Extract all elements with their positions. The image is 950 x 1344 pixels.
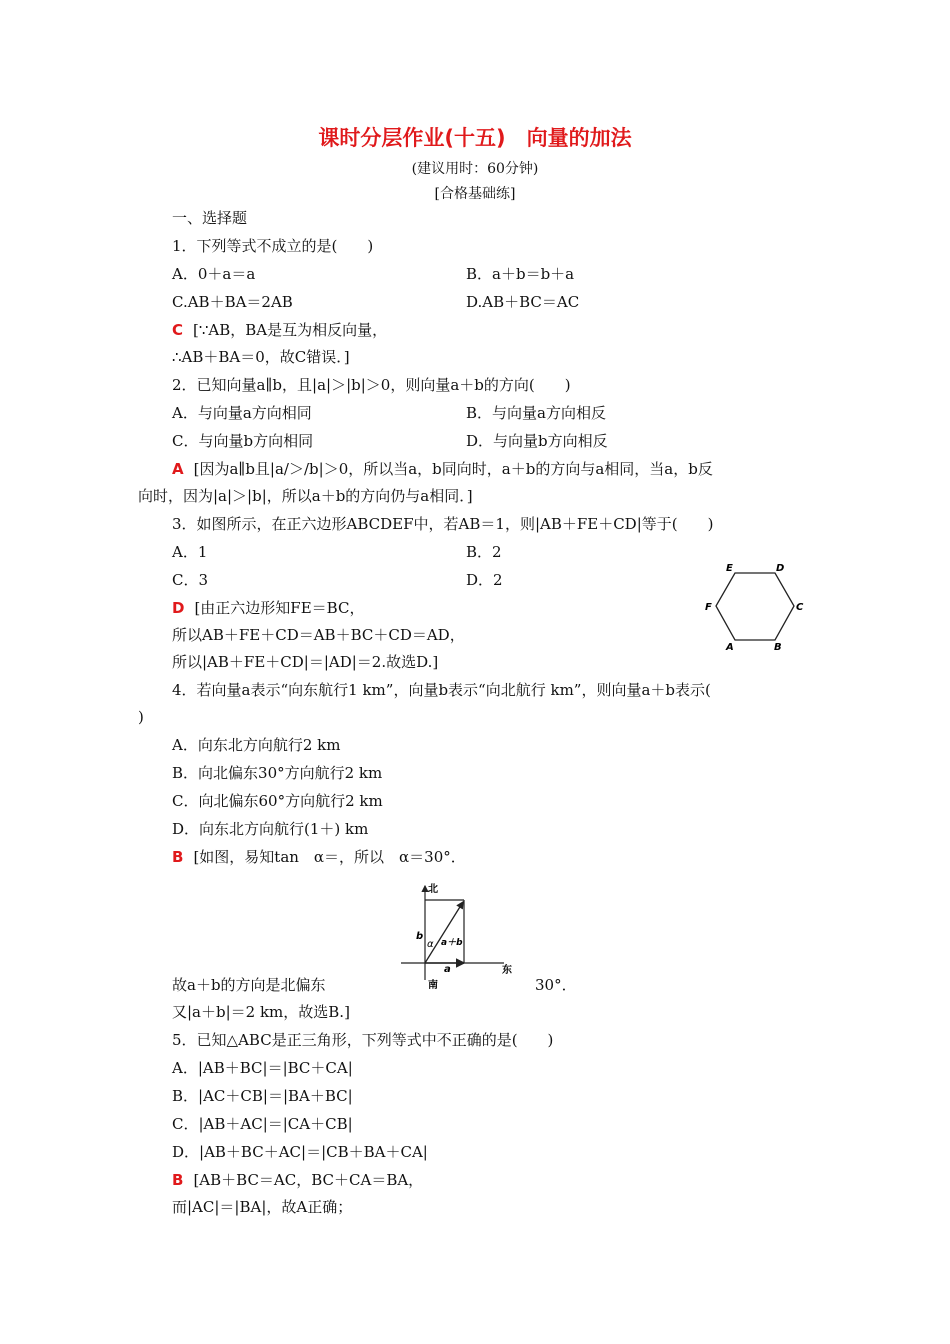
q4-option-b: B．向北偏东30°方向航行2 km <box>172 764 383 782</box>
q3-option-b: B．2 <box>466 543 502 561</box>
q4-solution-line2-angle: 30°． <box>535 976 577 994</box>
hex-label-c: C <box>796 602 804 613</box>
q5-answer: B <box>172 1171 184 1189</box>
q4-solution-line2: 故a＋b的方向是北偏东 <box>172 976 326 994</box>
q2-option-c: C．与向量b方向相同 <box>172 432 314 450</box>
q2-stem: 2．已知向量a∥b，且|a|＞|b|＞0，则向量a＋b的方向( ) <box>172 376 571 394</box>
q3-option-c: C．3 <box>172 571 209 589</box>
q2-option-b: B．与向量a方向相反 <box>466 404 606 422</box>
q1-option-d: D.AB＋BC＝AC <box>466 293 580 311</box>
q3-option-a: A．1 <box>172 543 208 561</box>
q2-solution-line1: A [因为a∥b且|a/＞/b|＞0，所以当a，b同向时，a＋b的方向与a相同，当a，b反 <box>172 460 713 478</box>
hex-label-e: E <box>726 563 733 574</box>
q5-stem: 5．已知△ABC是正三角形，下列等式中不正确的是( ) <box>172 1031 554 1049</box>
q1-option-c: C.AB＋BA＝2AB <box>172 293 293 311</box>
q4-stem-cont: ) <box>138 708 144 726</box>
label-a-plus-b: a＋b <box>441 938 463 948</box>
q1-option-a: A．0＋a＝a <box>172 265 256 283</box>
q2-option-a: A．与向量a方向相同 <box>172 404 312 422</box>
page-title: 课时分层作业(十五) 向量的加法 <box>318 126 632 150</box>
hex-label-f: F <box>705 602 712 613</box>
q4-option-c: C．向北偏东60°方向航行2 km <box>172 792 383 810</box>
q1-solution-line1: C [∵AB，BA是互为相反向量， <box>172 321 388 339</box>
q3-stem: 3．如图所示，在正六边形ABCDEF中，若AB＝1，则|AB＋FE＋CD|等于( ) <box>172 515 714 533</box>
q1-option-b: B．a＋b＝b＋a <box>466 265 575 283</box>
q3-solution-line1: D [由正六边形知FE＝BC， <box>172 599 365 617</box>
label-east: 东 <box>502 965 512 976</box>
label-alpha: α <box>427 939 434 950</box>
suggested-time: (建议用时：60分钟) <box>411 161 539 177</box>
q5-option-c: C．|AB＋AC|＝|CA＋CB| <box>172 1115 353 1133</box>
label-south: 南 <box>428 980 438 991</box>
q4-answer: B <box>172 848 184 866</box>
label-a: a <box>444 964 451 975</box>
q4-solution-line1: B [如图，易知tan α＝，所以 α＝30°． <box>172 848 466 866</box>
vector-compass-figure <box>398 880 518 992</box>
q4-solution-line3: 又|a＋b|＝2 km，故选B.] <box>172 1003 350 1021</box>
q5-solution-line1: B [AB＋BC＝AC，BC＋CA＝BA， <box>172 1171 424 1189</box>
hexagon-figure <box>700 560 810 652</box>
q3-solution-line2: 所以AB＋FE＋CD＝AB＋BC＋CD＝AD， <box>172 626 465 644</box>
q3-answer: D <box>172 599 185 617</box>
q5-option-b: B．|AC＋CB|＝|BA＋BC| <box>172 1087 353 1105</box>
level-label: [合格基础练] <box>434 186 516 202</box>
label-b: b <box>416 931 424 942</box>
q1-stem: 1．下列等式不成立的是( ) <box>172 237 374 255</box>
q5-option-a: A．|AB＋BC|＝|BC＋CA| <box>172 1059 353 1077</box>
q1-solution-line2: ∴AB＋BA＝0，故C错误．] <box>172 348 350 366</box>
q4-option-a: A．向东北方向航行2 km <box>172 736 341 754</box>
q4-option-d: D．向东北方向航行(1＋) km <box>172 820 369 838</box>
q5-option-d: D．|AB＋BC＋AC|＝|CB＋BA＋CA| <box>172 1143 428 1161</box>
hex-label-a: A <box>726 642 734 652</box>
q2-option-d: D．与向量b方向相反 <box>466 432 608 450</box>
q2-answer: A <box>172 460 184 478</box>
hex-label-b: B <box>774 642 782 652</box>
q3-solution-line3: 所以|AB＋FE＋CD|＝|AD|＝2.故选D.] <box>172 653 439 671</box>
q2-solution-line2: 向时，因为|a|＞|b|，所以a＋b的方向仍与a相同．] <box>138 487 473 505</box>
q4-stem: 4．若向量a表示“向东航行1 km”，向量b表示“向北航行 km”，则向量a＋b表示( <box>172 681 711 699</box>
section-heading: 一、选择题 <box>172 209 248 227</box>
q1-answer: C <box>172 321 184 339</box>
label-north: 北 <box>428 884 438 895</box>
hex-label-d: D <box>776 563 785 574</box>
q5-solution-line2: 而|AC|＝|BA|，故A正确； <box>172 1198 353 1216</box>
q3-option-d: D．2 <box>466 571 503 589</box>
